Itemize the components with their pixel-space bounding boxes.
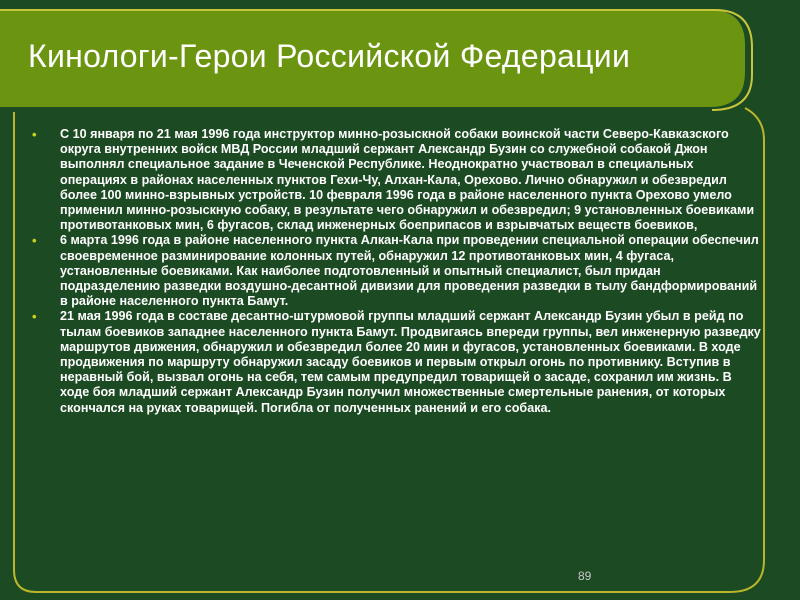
content-body bbox=[32, 127, 762, 416]
paragraph-2 bbox=[32, 233, 762, 309]
paragraph-text: 6 марта 1996 года в районе населенного пункта Алкан-Кала при проведении специальной операции обеспечил своевременное разминирование колонных путей, обнаружил 12 противотанковых мин, 4 фугаса, установленные боевиками. Как наиболее подготовленный и опытный специалист, был придан подразделению разведки воздушно-десантной дивизии для проведения разведки в тылу бандформирований в районе населенного пункта Бамут. bbox=[60, 233, 759, 309]
bullet-icon: • bbox=[32, 127, 37, 142]
paragraph-text: 21 мая 1996 года в составе десантно-штурмовой группы младший сержант Александр Бузин убыл в рейд по тылам боевиков западнее населенного пункта Бамут. Продвигаясь впереди группы, вел инженерную разведку маршрутов движения, обнаружил и обезвредил более 20 мин и фугасов, установленных боевиками. В ходе продвижения по маршруту обнаружил засаду боевиков и первым открыл огонь по противнику. Вступив в неравный бой, вызвал огонь на себя, тем самым предупредил товарищей о засаде, сохранил им жизнь. В ходе боя младший сержант Александр Бузин получил множественные смертельные ранения, от которых скончался на руках товарищей. Погибла от полученных ранений и его собака. bbox=[60, 309, 761, 415]
bullet-icon: • bbox=[32, 233, 37, 249]
bullet-icon: • bbox=[32, 309, 37, 325]
paragraph-text: С 10 января по 21 мая 1996 года инструктор минно-розыскной собаки воинской части Северо-Кавказского округа внутренних войск МВД России младший сержант Александр Бузин со служебной собакой Джон выполнял специальное задание в Чеченской Республике. Неоднократно участвовал в специальных операциях в районах населенных пунктов Гехи-Чу, Алхан-Кала, Орехово. Лично обнаружил и обезвредил более 100 минно-взрывных устройств. 10 февраля 1996 года в районе населенного пункта Орехово умело применил минно-розыскную собаку, в результате чего обнаружил и обезвредил; 9 установленных боевиками противотанковых мин, 6 фугасов, склад инженерных боеприпасов и взрывчатых веществ боевиков, bbox=[60, 127, 755, 233]
slide-title: Кинологи-Герои Российской Федерации bbox=[28, 38, 631, 74]
page-number: 89 bbox=[578, 569, 592, 583]
paragraph-3 bbox=[32, 309, 762, 415]
paragraph-1 bbox=[32, 127, 762, 233]
